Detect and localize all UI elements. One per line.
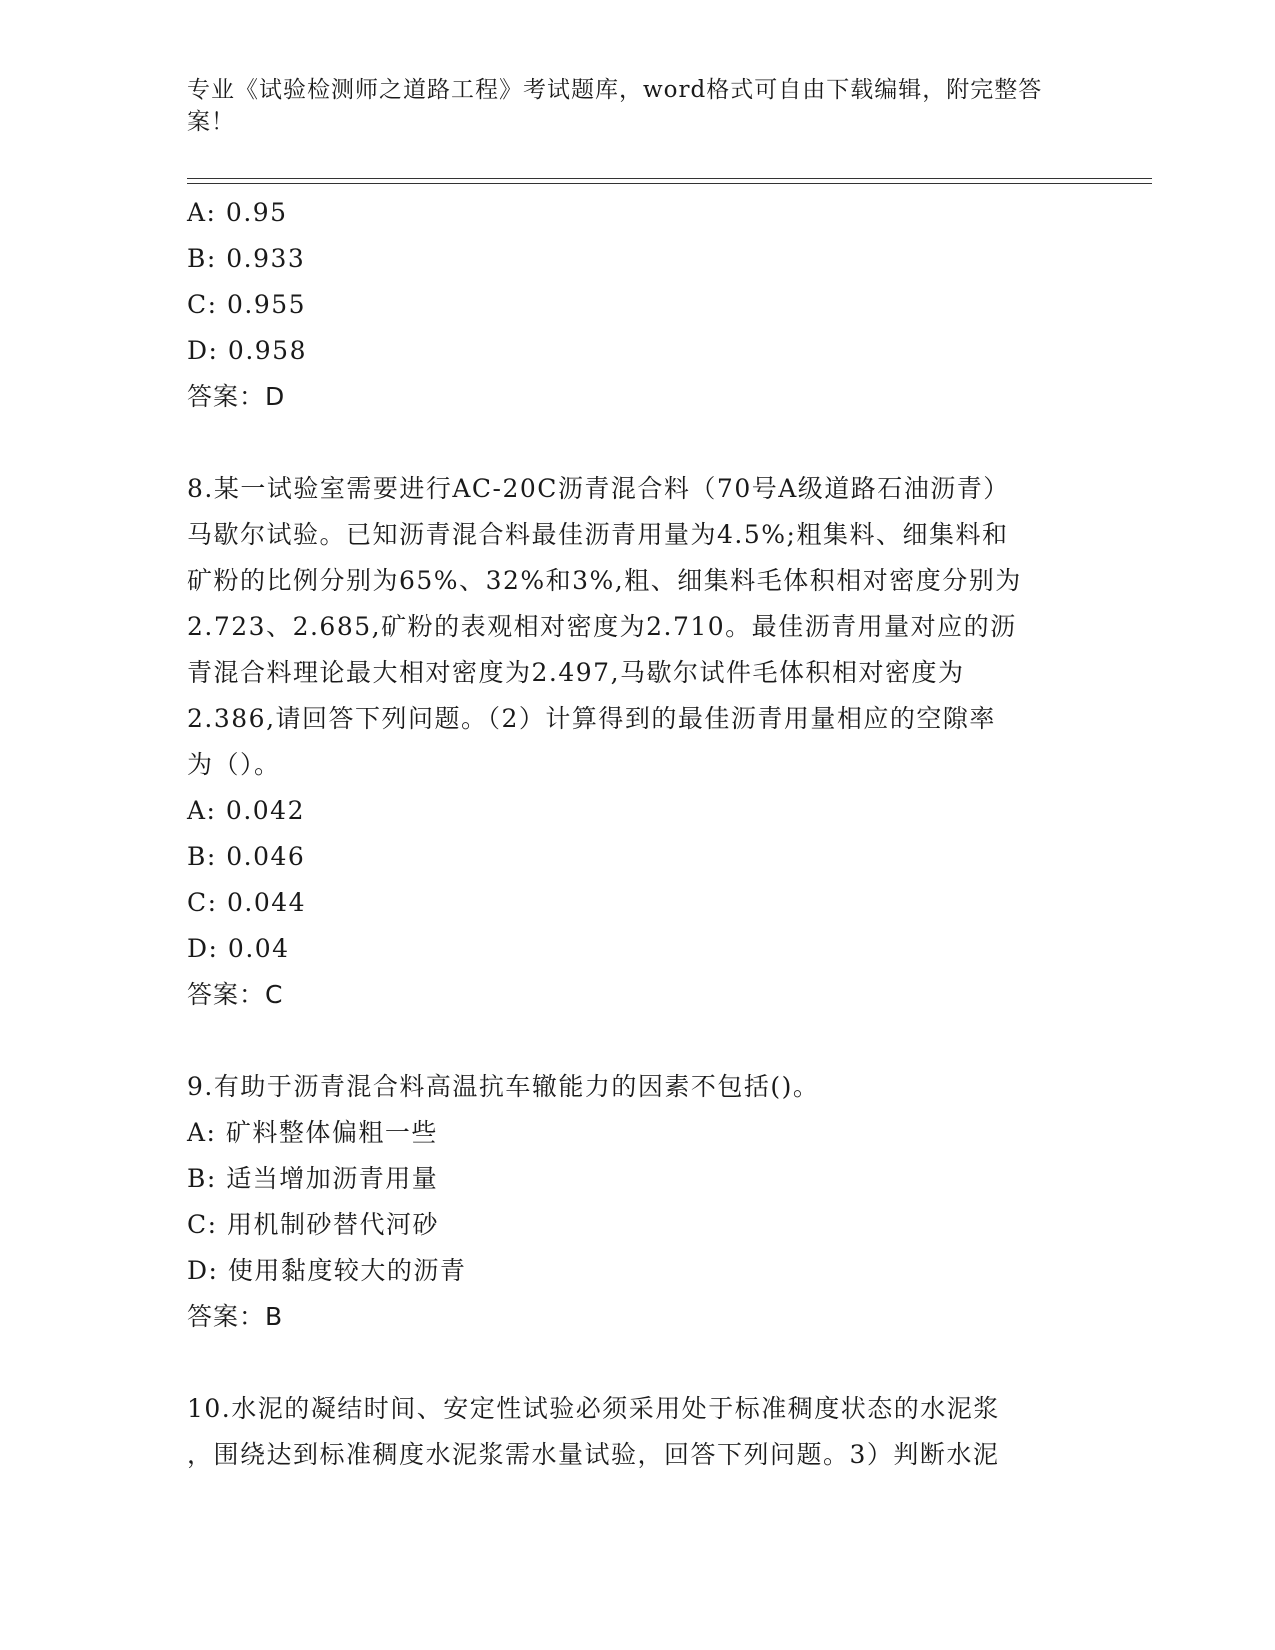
question-text: 青混合料理论最大相对密度为2.497,马歇尔试件毛体积相对密度为	[187, 658, 965, 687]
option-d: D: 0.04	[187, 934, 290, 963]
question-text: 马歇尔试验。已知沥青混合料最佳沥青用量为4.5%;粗集料、细集料和	[187, 520, 1009, 549]
header-line: 案！	[187, 109, 235, 135]
spacer	[187, 1018, 1087, 1064]
question-list	[187, 190, 1087, 1478]
header-divider	[187, 183, 1152, 184]
header-line: 专业《试验检测师之道路工程》考试题库，word格式可自由下载编辑，附完整答	[187, 77, 1043, 103]
question-8	[187, 466, 1087, 1018]
option-a: A: 0.042	[187, 796, 305, 825]
question-text: 矿粉的比例分别为65%、32%和3%,粗、细集料毛体积相对密度分别为	[187, 566, 1022, 595]
option-b: B: 0.933	[187, 244, 306, 273]
spacer	[187, 420, 1087, 466]
page-header	[187, 74, 1067, 138]
option-b: B: 适当增加沥青用量	[187, 1164, 439, 1193]
option-c: C: 0.955	[187, 290, 307, 319]
answer: 答案：C	[187, 980, 284, 1009]
option-d: D: 0.958	[187, 336, 307, 365]
answer: 答案：D	[187, 382, 286, 411]
option-c: C: 用机制砂替代河砂	[187, 1210, 439, 1239]
question-text: 为（）。	[187, 750, 281, 779]
question-7	[187, 190, 1087, 420]
question-text: 8.某一试验室需要进行AC-20C沥青混合料（70号A级道路石油沥青）	[187, 474, 1010, 503]
question-10	[187, 1386, 1087, 1478]
option-a: A: 矿料整体偏粗一些	[187, 1118, 438, 1147]
question-text: 2.723、2.685,矿粉的表观相对密度为2.710。最佳沥青用量对应的沥	[187, 612, 1017, 641]
question-9	[187, 1064, 1087, 1340]
option-c: C: 0.044	[187, 888, 307, 917]
header-divider	[187, 178, 1152, 179]
question-text: 2.386,请回答下列问题。（2）计算得到的最佳沥青用量相应的空隙率	[187, 704, 996, 733]
option-b: B: 0.046	[187, 842, 306, 871]
question-text: ，围绕达到标准稠度水泥浆需水量试验，回答下列问题。3）判断水泥	[187, 1440, 1000, 1469]
question-text: 9.有助于沥青混合料高温抗车辙能力的因素不包括()。	[187, 1072, 820, 1101]
option-d: D: 使用黏度较大的沥青	[187, 1256, 467, 1285]
spacer	[187, 1340, 1087, 1386]
option-a: A: 0.95	[187, 198, 288, 227]
answer: 答案：B	[187, 1302, 284, 1331]
question-text: 10.水泥的凝结时间、安定性试验必须采用处于标准稠度状态的水泥浆	[187, 1394, 1000, 1423]
